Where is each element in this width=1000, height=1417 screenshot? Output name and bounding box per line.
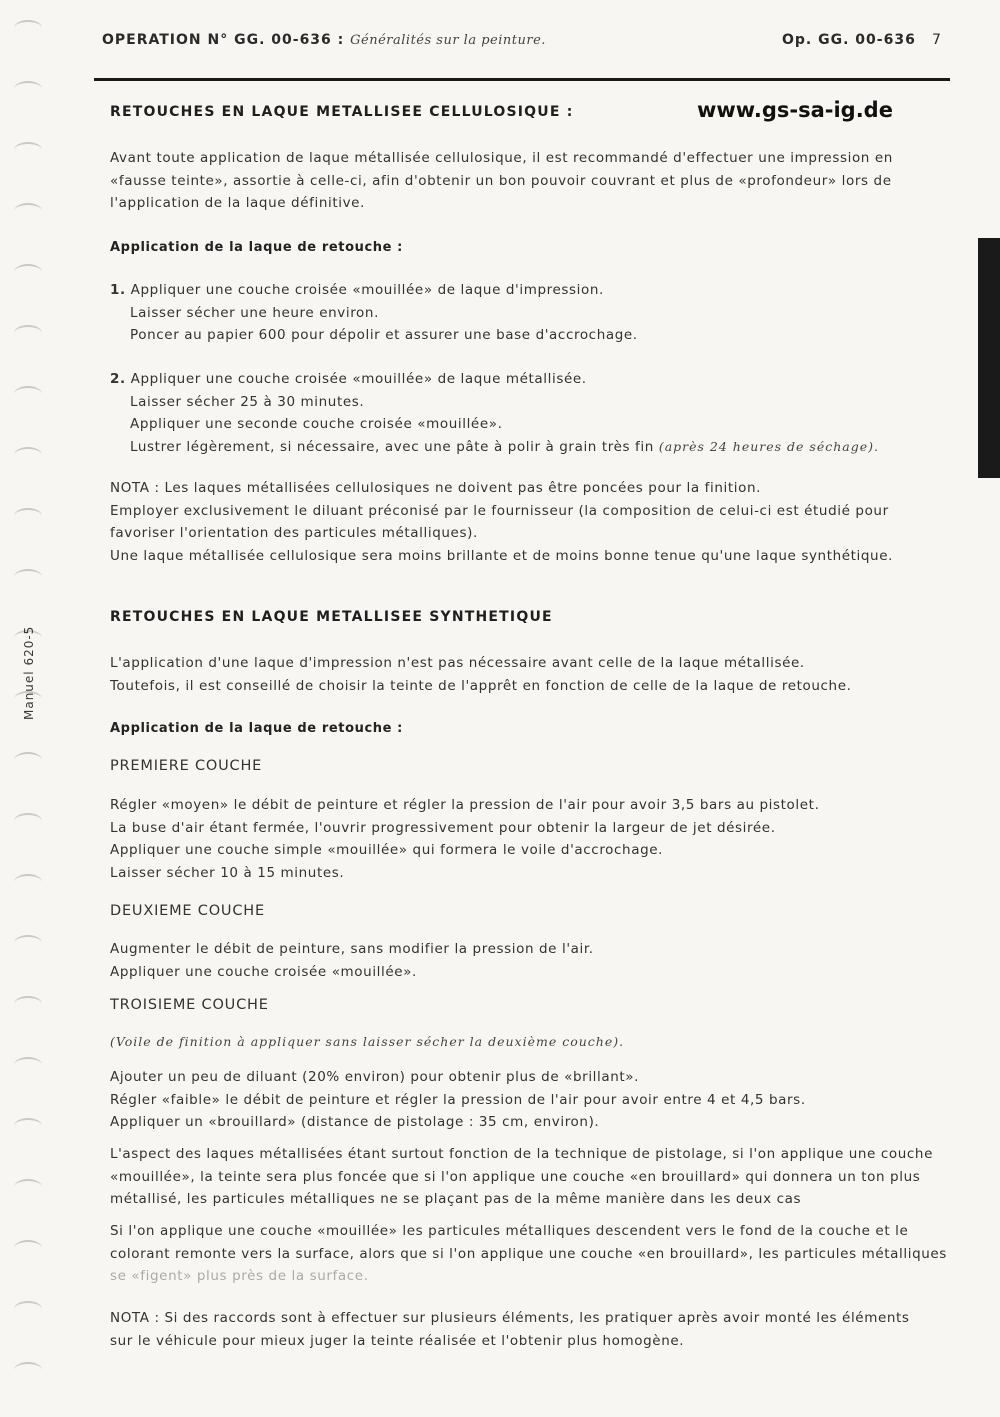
binder-hole [14,1362,42,1378]
coat-line: Régler «faible» le débit de peinture et régler la pression de l'air pour avoir entre 4 et 4,5 bars. [110,1091,806,1108]
binder-hole [14,81,42,97]
nota-line: sur le véhicule pour mieux juger la teinte réalisée et l'obtenir plus homogène. [110,1332,685,1349]
coat2-title: DEUXIEME COUCHE [110,903,265,919]
coat-line: Laisser sécher 10 à 15 minutes. [110,864,345,881]
coat-line: Appliquer une couche croisée «mouillée». [110,963,417,980]
intro-line: Avant toute application de laque métallisée cellulosique, il est recommandé d'effectuer une impression en [110,150,893,166]
step-2 [110,368,879,458]
nota-line: Employer exclusivement le diluant préconisé par le fournisseur (la composition de celui-ci est étudié pour [110,502,889,519]
binder-hole [14,1301,42,1317]
step-line: Laisser sécher 25 à 30 minutes. [130,393,365,410]
side-index-tab [978,238,1000,478]
intro-line: L'application d'une laque d'impression n'est pas nécessaire avant celle de la laque métallisée. [110,655,805,671]
coat2-text [110,938,594,983]
binder-hole [14,264,42,280]
header-rule [94,78,950,81]
section1-title: RETOUCHES EN LAQUE METALLISEE CELLULOSIQUE : [110,104,574,120]
nota-line: Une laque métallisée cellulosique sera moins brillante et de moins bonne tenue qu'une laque synthétique. [110,547,894,564]
coat-line: Ajouter un peu de diluant (20% environ) pour obtenir plus de «brillant». [110,1069,640,1085]
section1-intro [110,147,893,215]
para-line: métallisé, les particules métalliques ne se plaçant pas de la même manière dans les deux cas [110,1191,802,1207]
step-1 [110,279,638,347]
binder-hole [14,752,42,768]
paragraph-particles [110,1220,947,1288]
section2-title: RETOUCHES EN LAQUE METALLISEE SYNTHETIQUE [110,609,553,625]
nota-line: NOTA : Les laques métallisées cellulosiques ne doivent pas être poncées pour la finition. [110,480,761,496]
binder-hole [14,1057,42,1073]
website-watermark: www.gs-sa-ig.de [697,98,893,122]
binder-hole [14,203,42,219]
section2-nota [110,1307,910,1352]
binder-hole [14,935,42,951]
paragraph-aspect [110,1143,933,1211]
step-line: Poncer au papier 600 pour dépolir et assurer une base d'accrochage. [130,327,638,343]
coat3-title: TROISIEME COUCHE [110,997,269,1013]
binder-hole [14,20,42,36]
coat1-title: PREMIERE COUCHE [110,758,263,774]
coat-line: Appliquer un «brouillard» (distance de pistolage : 35 cm, environ). [110,1114,600,1130]
binder-hole [14,325,42,341]
step-number: 1. [110,282,126,298]
coat-line: Augmenter le débit de peinture, sans modifier la pression de l'air. [110,941,594,957]
step-line: Appliquer une seconde couche croisée «mouillée». [130,416,503,432]
binder-hole [14,386,42,402]
coat-line: Régler «moyen» le débit de peinture et régler la pression de l'air pour avoir 3,5 bars au pistolet. [110,797,820,813]
nota-line: NOTA : Si des raccords sont à effectuer sur plusieurs éléments, les pratiquer après avoir monté les éléments [110,1310,910,1326]
binder-hole [14,447,42,463]
coat-line: Appliquer une couche simple «mouillée» qui formera le voile d'accrochage. [110,842,664,858]
para-line: «mouillée», la teinte sera plus foncée que si l'on applique une couche «en brouillard» qui donnera un ton plus [110,1168,921,1185]
binder-hole [14,508,42,524]
step-italic-note: (après 24 heures de séchage). [658,438,879,454]
intro-line: «fausse teinte», assortie à celle-ci, afin d'obtenir un bon pouvoir couvrant et plus de «profondeur» lors de [110,172,892,189]
operation-ref: Op. GG. 00-636 [782,32,916,48]
side-label: Manuel 620-5 [22,625,36,720]
section1-nota [110,477,893,567]
operation-subtitle: Généralités sur la peinture. [350,33,546,48]
coat1-text [110,794,819,884]
para-line: Si l'on applique une couche «mouillée» les particules métalliques descendent vers le fond de la couche et le [110,1223,909,1239]
step-line: Lustrer légèrement, si nécessaire, avec une pâte à polir à grain très fin [130,438,654,455]
step-line: Laisser sécher une heure environ. [130,304,379,321]
page-number: 7 [932,32,942,48]
coat-line: La buse d'air étant fermée, l'ouvrir progressivement pour obtenir la largeur de jet désirée. [110,819,776,836]
intro-line: l'application de la laque définitive. [110,195,365,211]
coat3-note: (Voile de finition à appliquer sans laisser sécher la deuxième couche). [110,1034,625,1049]
section1-subtitle: Application de la laque de retouche : [110,240,403,255]
binder-hole [14,1240,42,1256]
binder-hole [14,569,42,585]
binder-hole [14,142,42,158]
section2-subtitle: Application de la laque de retouche : [110,721,403,736]
para-line: se «figent» plus près de la surface. [110,1268,369,1284]
section2-intro [110,652,852,697]
intro-line: Toutefois, il est conseillé de choisir la teinte de l'apprêt en fonction de celle de la laque de retouche. [110,677,852,694]
nota-line: favoriser l'orientation des particules métalliques). [110,525,478,541]
para-line: L'aspect des laques métallisées étant surtout fonction de la technique de pistolage, si l'on applique une couche [110,1146,933,1162]
step-number: 2. [110,371,126,387]
para-line: colorant remonte vers la surface, alors que si l'on applique une couche «en brouillard», les particules métalliques [110,1245,947,1262]
coat3-text [110,1066,806,1134]
step-line: Appliquer une couche croisée «mouillée» de laque métallisée. [130,371,587,387]
operation-title: OPERATION N° GG. 00-636 : Généralités sur la peinture. [102,32,546,48]
binder-hole [14,1118,42,1134]
binder-hole [14,1179,42,1195]
binder-hole [14,813,42,829]
binder-hole [14,874,42,890]
binder-hole [14,996,42,1012]
step-line: Appliquer une couche croisée «mouillée» de laque d'impression. [130,282,604,298]
page-header [102,32,952,54]
